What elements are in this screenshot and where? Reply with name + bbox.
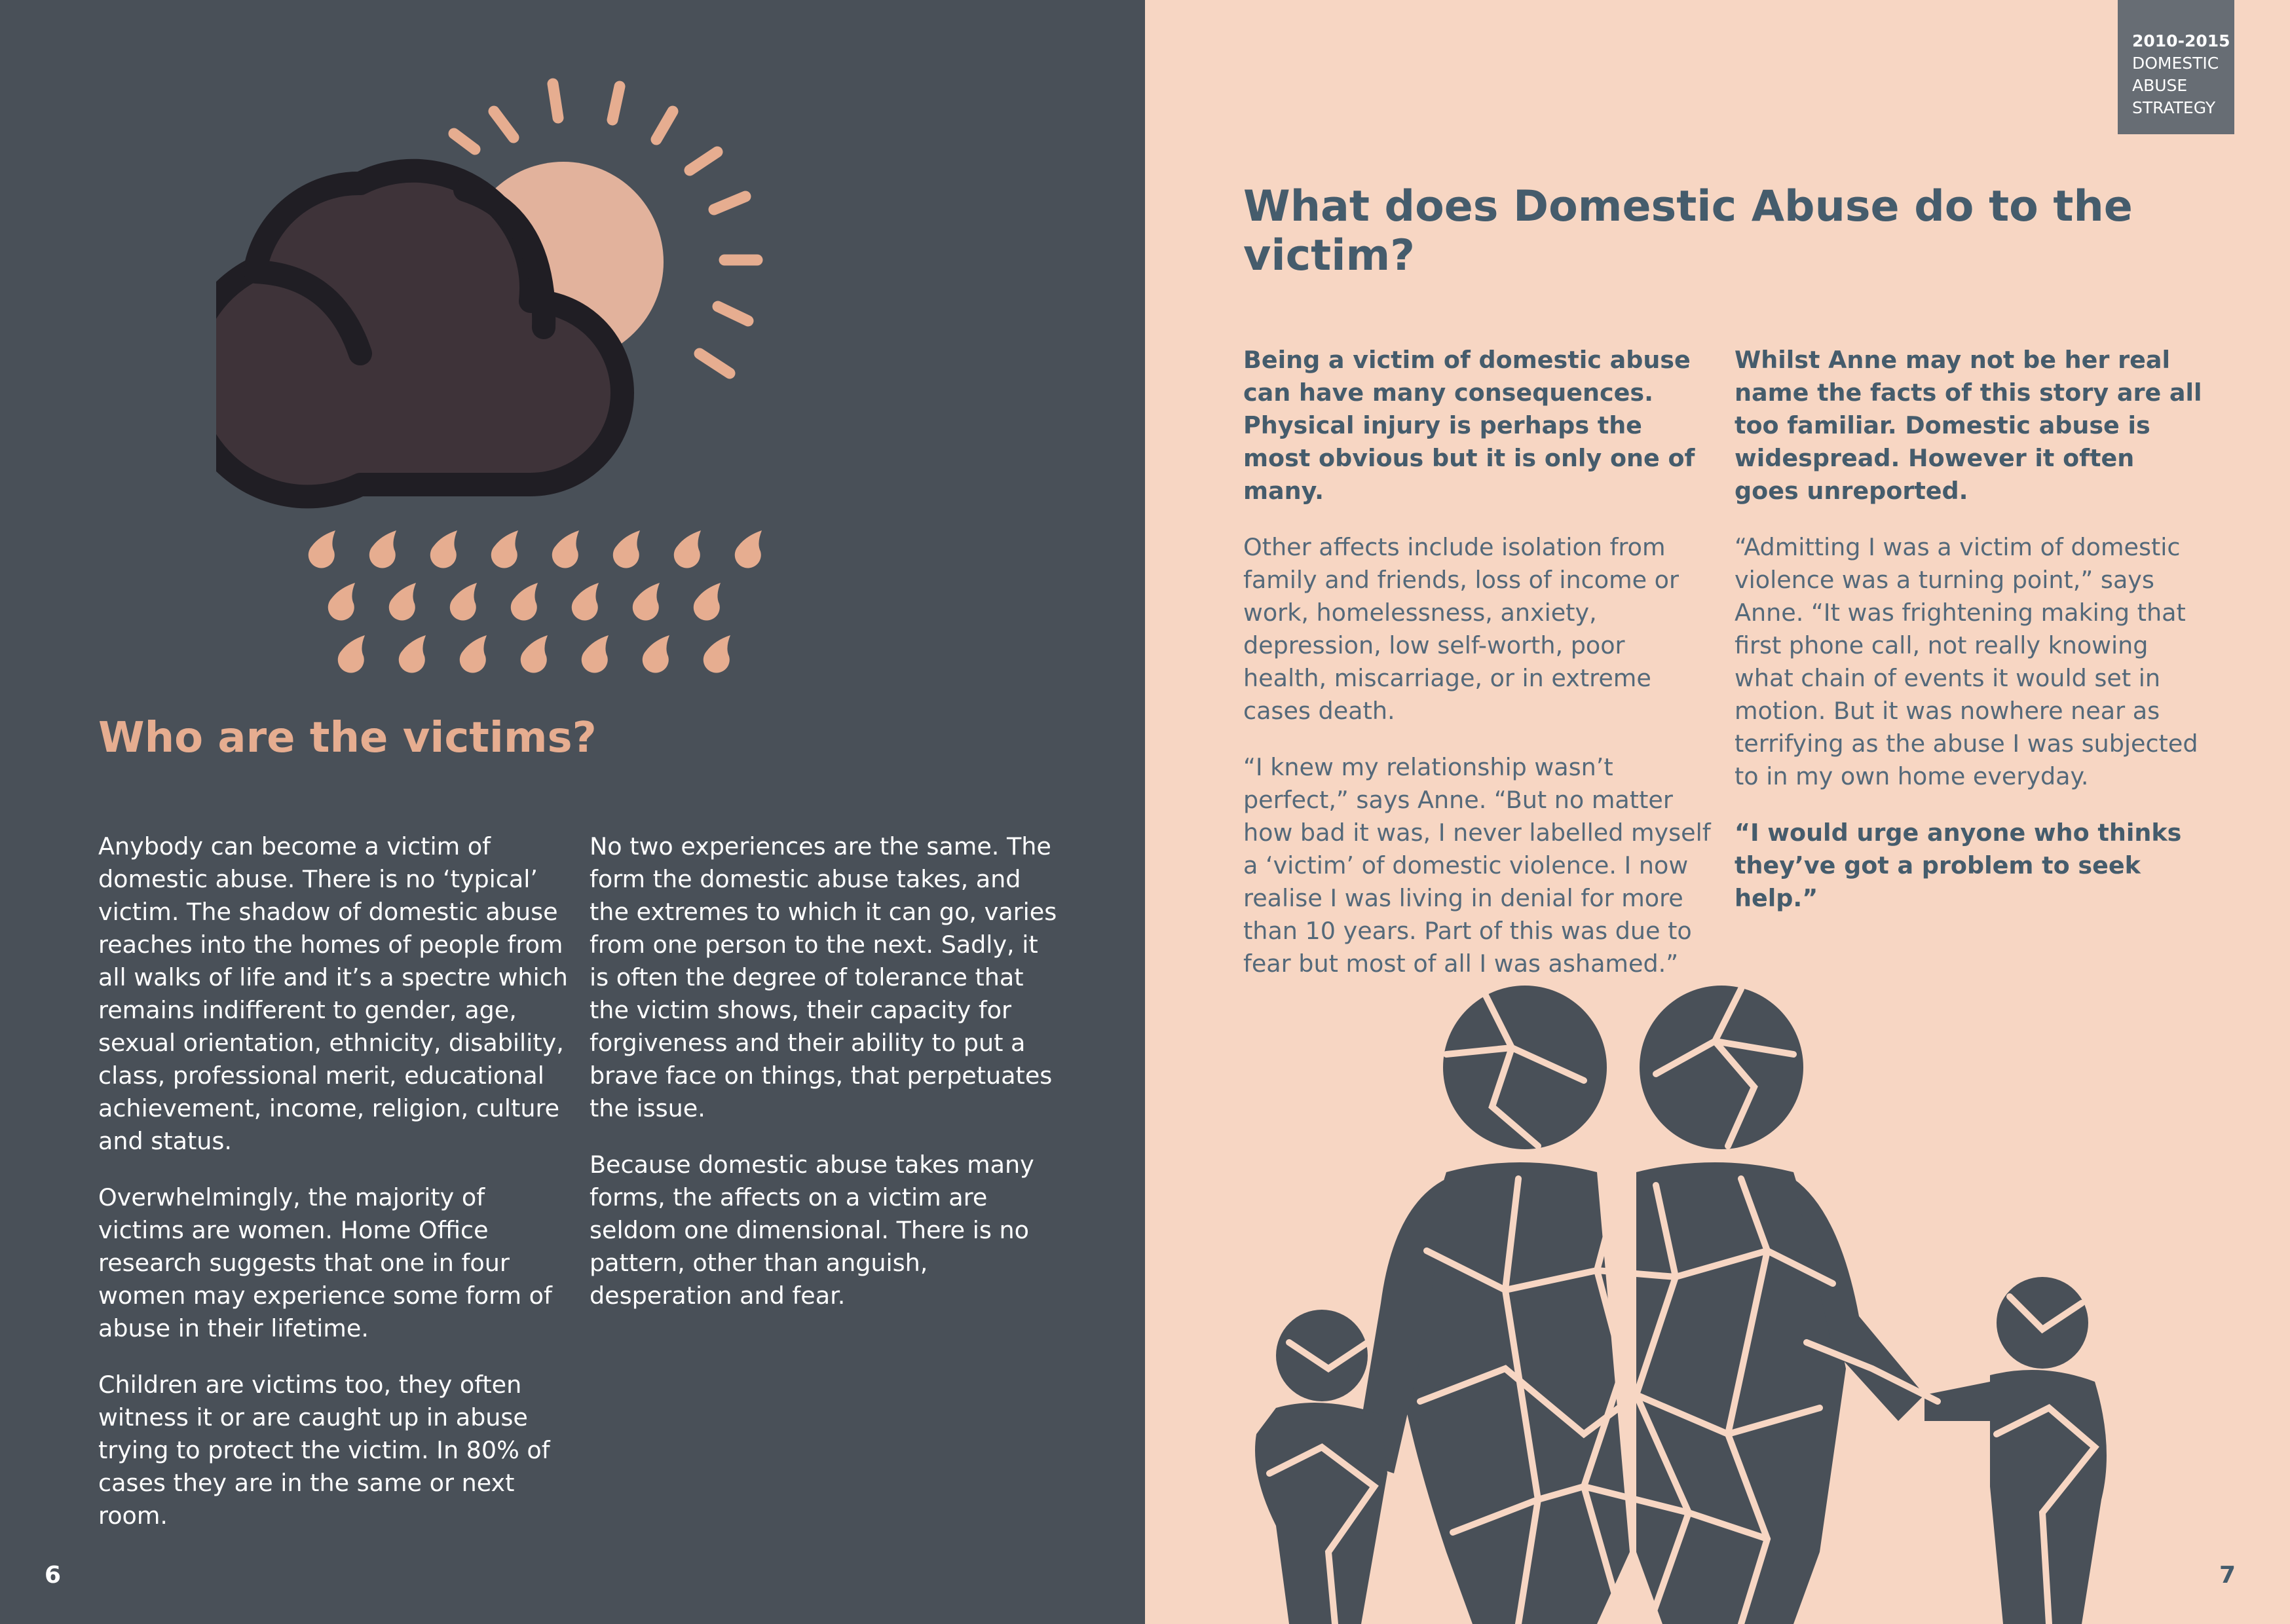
- tag-year: 2010-2015: [2132, 31, 2230, 50]
- right-page-title: What does Domestic Abuse do to the victim?: [1243, 182, 2133, 280]
- raindrop-icon: [552, 530, 579, 568]
- raindrop-icon: [338, 635, 365, 673]
- raindrop-icon: [521, 635, 548, 673]
- raindrop-icon: [582, 635, 609, 673]
- left-column-1: [98, 830, 570, 1556]
- raindrop-icon: [613, 530, 640, 568]
- raindrop-icon: [643, 635, 669, 673]
- raindrop-icon: [450, 583, 477, 620]
- raindrop-icon: [389, 583, 416, 620]
- tag-line: DOMESTIC: [2132, 54, 2219, 73]
- paragraph: Anybody can become a victim of domestic abuse. There is no ‘typical’ victim. The shadow of domestic abuse reaches into the homes of people from all walks of life and it’s a spectre which remains indifferent to gender, age, sexual orientation, ethnicity, disability, class, professional merit, educational achievement, income, religion, culture and status.: [98, 832, 568, 1155]
- raindrop-icon: [694, 583, 721, 620]
- paragraph: Overwhelmingly, the majority of victims are women. Home Office research suggests that one in four women may experience some form of abuse in their lifetime.: [98, 1183, 552, 1342]
- raindrop-icon: [704, 635, 730, 673]
- raindrop-icon: [369, 530, 396, 568]
- raindrop-icon: [633, 583, 660, 620]
- page-number-left: 6: [45, 1562, 62, 1589]
- paragraph: Because domestic abuse takes many forms, the affects on a victim are seldom one dimensional. There is no pattern, other than anguish, desperation and fear.: [590, 1151, 1034, 1310]
- paragraph: “Admitting I was a victim of domestic violence was a turning point,” says Anne. “It was frightening making that first phone call, not really knowing what chain of events it would set in motion. But it was nowhere near as terrifying as the abuse I was subjected to in my own home everyday.: [1735, 533, 2198, 790]
- raindrop-icon: [572, 583, 599, 620]
- page-number-right: 7: [2219, 1562, 2236, 1589]
- raindrop-icon: [399, 635, 426, 673]
- tag-line: ABUSE: [2132, 76, 2188, 95]
- lead-paragraph: Being a victim of domestic abuse can have many consequences. Physical injury is perhaps the most obvious but it is only one of many.: [1243, 346, 1695, 505]
- pull-quote: “I would urge anyone who thinks they’ve got a problem to seek help.”: [1735, 819, 2182, 912]
- raindrop-icon: [735, 530, 762, 568]
- strategy-tag: [2118, 0, 2234, 134]
- paragraph: “I knew my relationship wasn’t perfect,” says Anne. “But no matter how bad it was, I never labelled myself a ‘victim’ of domestic violence. I now realise I was living in denial for more than 10 years. Part of this was due to fear but most of all I was ashamed.”: [1243, 753, 1711, 978]
- left-page-title: Who are the victims?: [98, 714, 597, 762]
- cloud-sun-rain-icon: [216, 52, 924, 681]
- paragraph: No two experiences are the same. The form the domestic abuse takes, and the extremes to which it can go, varies from one person to the next. Sadly, it is often the degree of tolerance that the victim shows, their capacity for forgiveness and their ability to put a brave face on things, that perpetuates the issue.: [590, 832, 1057, 1122]
- tag-line: STRATEGY: [2132, 98, 2216, 117]
- lead-paragraph: Whilst Anne may not be her real name the facts of this story are all too familiar. Domestic abuse is widespread. However it often goes unreported.: [1735, 346, 2202, 505]
- broken-family-icon: [1230, 976, 2173, 1624]
- right-column-1: [1243, 344, 1715, 1004]
- raindrop-icon: [491, 530, 518, 568]
- paragraph: Other affects include isolation from family and friends, loss of income or work, homelessness, anxiety, depression, low self-worth, poor health, miscarriage, or in extreme cases death.: [1243, 533, 1680, 725]
- paragraph: Children are victims too, they often witness it or are caught up in abuse trying to protect the victim. In 80% of cases they are in the same or next room.: [98, 1371, 550, 1530]
- right-column-2: [1735, 344, 2206, 938]
- right-page: [1145, 0, 2290, 1624]
- raindrop-icon: [674, 530, 701, 568]
- left-column-2: [590, 830, 1061, 1336]
- raindrop-icon: [460, 635, 487, 673]
- raindrop-icon: [328, 583, 355, 620]
- raindrop-icon: [430, 530, 457, 568]
- raindrop-icon: [511, 583, 538, 620]
- raindrop-icon: [309, 530, 335, 568]
